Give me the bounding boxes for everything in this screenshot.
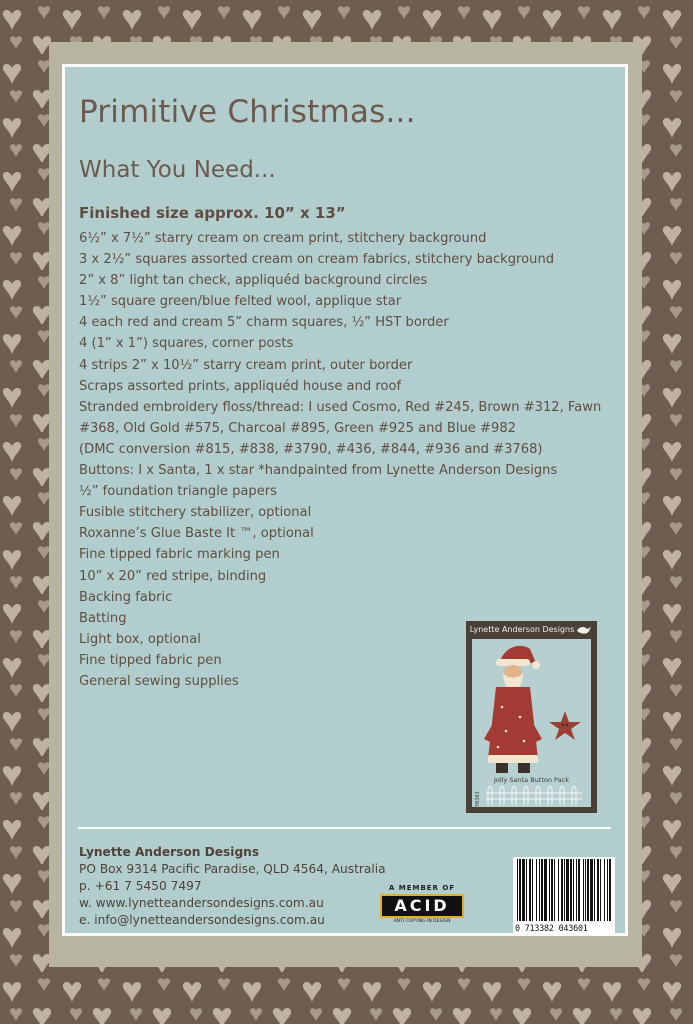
list-item: Fine tipped fabric pen: [79, 652, 222, 668]
barcode-bars: [513, 857, 615, 923]
list-item: 3 x 2½” squares assorted cream on cream fabrics, stitchery background: [79, 252, 555, 268]
content-panel: [62, 64, 628, 936]
contact-info: [79, 844, 386, 929]
button-pack-card: [472, 639, 591, 807]
barcode-digits: 0 713382 043601: [515, 923, 588, 933]
email: e. info@lynetteandersondesigns.com.au: [79, 913, 325, 927]
list-item: Fusible stitchery stabilizer, optional: [79, 505, 312, 521]
divider: [78, 827, 611, 829]
list-item: Backing fabric: [79, 589, 173, 605]
finished-size: Finished size approx. 10” x 13”: [79, 204, 346, 222]
phone: p. +61 7 5450 7497: [79, 879, 202, 893]
button-pack-brand: Lynette Anderson Designs: [469, 625, 575, 634]
list-item: ½” foundation triangle papers: [79, 484, 277, 500]
bird-icon: [574, 623, 594, 637]
website: w. www.lynetteandersondesigns.com.au: [79, 896, 324, 910]
button-pack-name: Jolly Santa Button Pack: [493, 776, 570, 784]
list-item: #368, Old Gold #575, Charcoal #895, Green #925 and Blue #982: [79, 420, 516, 436]
address: PO Box 9314 Pacific Paradise, QLD 4564, Australia: [79, 862, 386, 876]
acid-tagline: ANTI COPYING IN DESIGN: [393, 919, 451, 924]
list-item: Scraps assorted prints, appliquéd house and roof: [79, 378, 402, 394]
list-item: 10” x 20” red stripe, binding: [79, 568, 267, 584]
list-item: 4 strips 2” x 10½” starry cream print, outer border: [79, 357, 413, 373]
acid-member-label: A MEMBER OF: [388, 884, 456, 892]
list-item: Buttons: I x Santa, 1 x star *handpainted from Lynette Anderson Designs: [79, 463, 558, 479]
list-item: Light box, optional: [79, 631, 201, 647]
list-item: 1½” square green/blue felted wool, applique star: [79, 294, 402, 310]
list-item: 2” x 8” light tan check, appliquéd background circles: [79, 273, 428, 289]
list-item: Fine tipped fabric marking pen: [79, 547, 280, 563]
company-name: Lynette Anderson Designs: [79, 845, 260, 859]
section-heading: What You Need...: [79, 157, 276, 183]
acid-membership-badge: [377, 884, 467, 924]
list-item: 4 (1” x 1”) squares, corner posts: [79, 336, 294, 352]
star-button-icon: [549, 711, 581, 740]
barcode: [513, 857, 615, 935]
list-item: Batting: [79, 610, 127, 626]
list-item: 4 each red and cream 5” charm squares, ½” HST border: [79, 315, 449, 331]
acid-logo: ACID: [380, 894, 464, 918]
list-item: Stranded embroidery floss/thread: I used Cosmo, Red #245, Brown #312, Fawn: [79, 399, 602, 415]
list-item: Roxanne’s Glue Baste It ™, optional: [79, 526, 314, 542]
picket-fence-icon: [486, 786, 582, 805]
list-item: General sewing supplies: [79, 673, 239, 689]
page-title: Primitive Christmas...: [79, 94, 416, 130]
button-pack-sku: YB361: [475, 791, 481, 808]
button-pack-image: [466, 621, 597, 813]
list-item: 6½” x 7½” starry cream on cream print, stitchery background: [79, 231, 487, 246]
list-item: (DMC conversion #815, #838, #3790, #436, #844, #936 and #3768): [79, 441, 543, 457]
